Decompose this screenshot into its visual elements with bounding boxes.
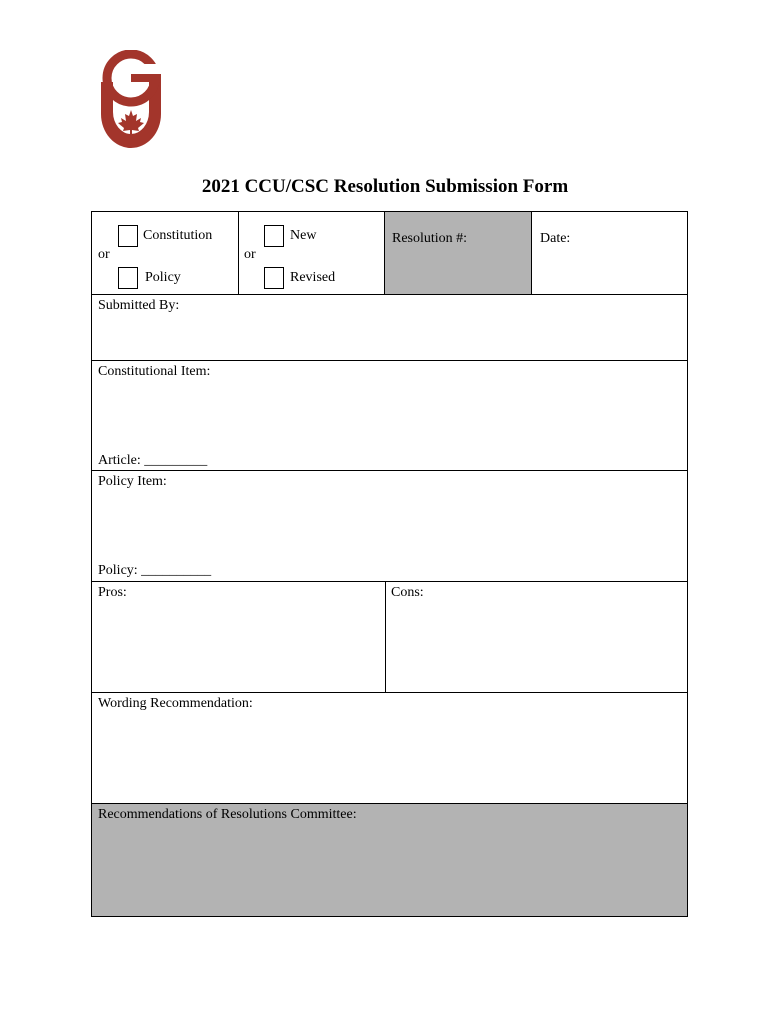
- constitution-label: Constitution: [143, 228, 213, 243]
- wording-recommendation-label: Wording Recommendation:: [98, 696, 253, 711]
- policy-item-field[interactable]: [92, 470, 687, 581]
- submitted-by-label: Submitted By:: [98, 298, 180, 313]
- page-title: 2021 CCU/CSC Resolution Submission Form: [201, 176, 569, 197]
- header-row: [92, 212, 687, 294]
- date-field[interactable]: [532, 212, 688, 294]
- wording-recommendation-field[interactable]: [92, 692, 687, 803]
- policy-label: Policy: [145, 270, 181, 285]
- new-label: New: [290, 228, 317, 243]
- constitution-checkbox[interactable]: [118, 225, 138, 247]
- pros-label: Pros:: [98, 585, 127, 600]
- policy-item-label: Policy Item:: [98, 474, 167, 489]
- status-or-label: or: [244, 247, 256, 262]
- new-checkbox[interactable]: [264, 225, 284, 247]
- constitutional-item-label: Constitutional Item:: [98, 364, 211, 379]
- pros-cons-row: [92, 581, 687, 692]
- ccu-logo: [97, 50, 165, 152]
- submitted-by-field[interactable]: [92, 294, 687, 360]
- revised-label: Revised: [290, 270, 336, 285]
- pros-field[interactable]: [92, 582, 385, 692]
- date-label: Date:: [540, 231, 571, 246]
- resolution-form: [91, 211, 688, 917]
- resolution-number-label: Resolution #:: [392, 231, 468, 246]
- type-or-label: or: [98, 247, 110, 262]
- resolution-number-cell: [385, 212, 531, 294]
- committee-recommendations-cell: [92, 803, 687, 916]
- article-label: Article: _________: [98, 453, 208, 468]
- committee-recommendations-label: Recommendations of Resolutions Committee:: [98, 807, 357, 822]
- policy-checkbox[interactable]: [118, 267, 138, 289]
- policy-number-label: Policy: __________: [98, 563, 212, 578]
- constitutional-item-field[interactable]: [92, 360, 687, 470]
- revised-checkbox[interactable]: [264, 267, 284, 289]
- cons-field[interactable]: [386, 582, 688, 692]
- cons-label: Cons:: [391, 585, 424, 600]
